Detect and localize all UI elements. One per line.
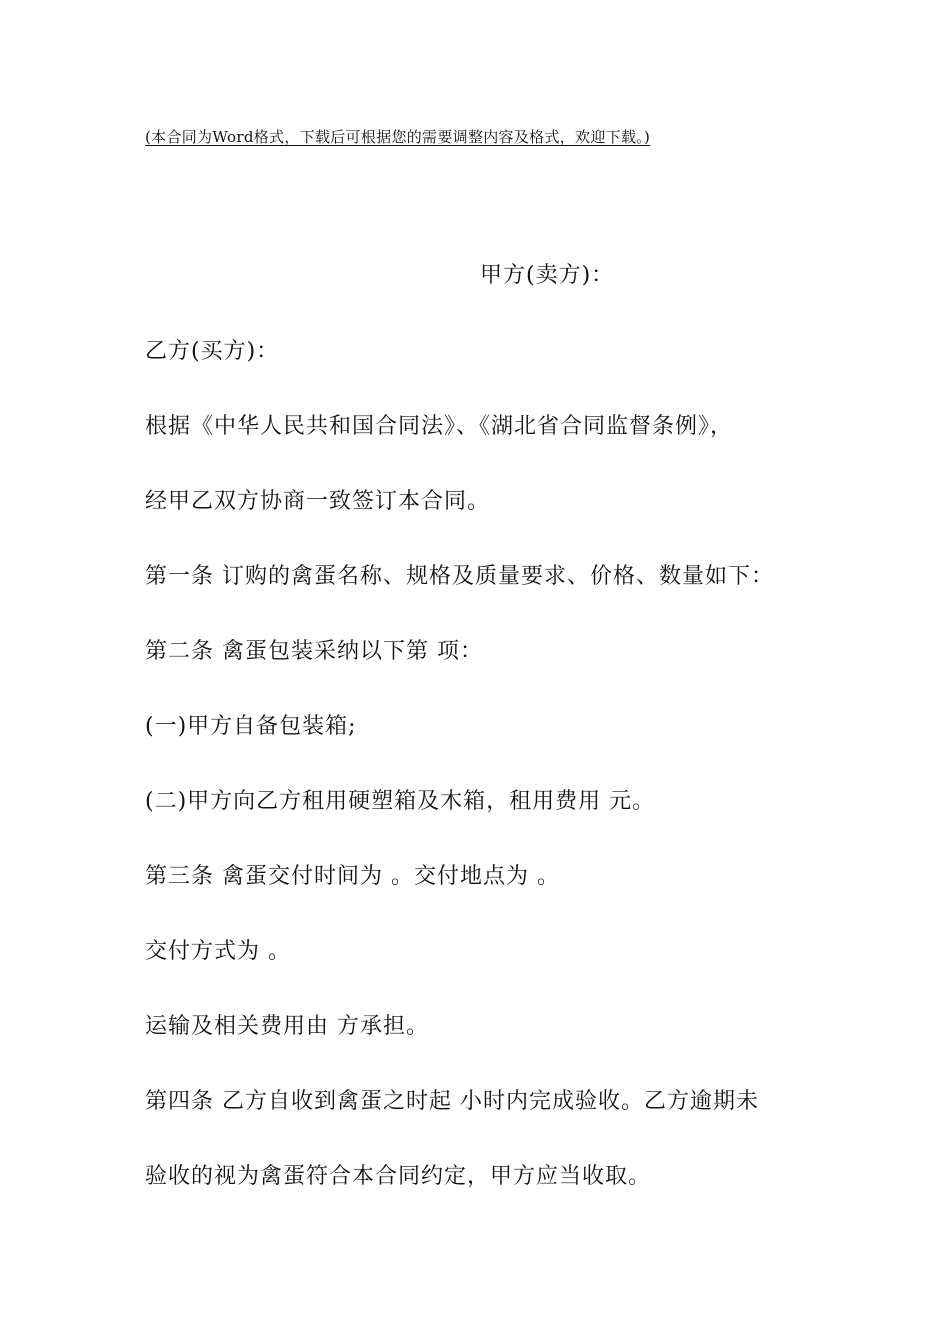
- article-4-line-2: 验收的视为禽蛋符合本合同约定，甲方应当收取。: [145, 1164, 652, 1189]
- article-3-delivery-method: 交付方式为 。: [145, 939, 291, 964]
- article-1: 第一条 订购的禽蛋名称、规格及质量要求、价格、数量如下：: [145, 564, 774, 589]
- article-2-option-1: (一)甲方自备包装箱;: [145, 714, 357, 739]
- article-4-line-1: 第四条 乙方自收到禽蛋之时起 小时内完成验收。乙方逾期未: [145, 1089, 759, 1114]
- legal-basis-line-1: 根据《中华人民共和国合同法》、《湖北省合同监督条例》，: [145, 414, 734, 439]
- header-note: (本合同为Word格式，下载后可根据您的需要调整内容及格式，欢迎下载。): [145, 128, 651, 146]
- article-2-option-2: (二)甲方向乙方租用硬塑箱及木箱，租用费用 元。: [145, 789, 656, 814]
- article-2: 第二条 禽蛋包装采纳以下第 项：: [145, 639, 483, 664]
- article-3-transport-cost: 运输及相关费用由 方承担。: [145, 1014, 429, 1039]
- party-b-buyer: 乙方(买方)：: [145, 339, 280, 364]
- party-a-seller: 甲方(卖方)：: [480, 263, 615, 288]
- legal-basis-line-2: 经甲乙双方协商一致签订本合同。: [145, 489, 491, 514]
- article-3: 第三条 禽蛋交付时间为 。交付地点为 。: [145, 864, 560, 889]
